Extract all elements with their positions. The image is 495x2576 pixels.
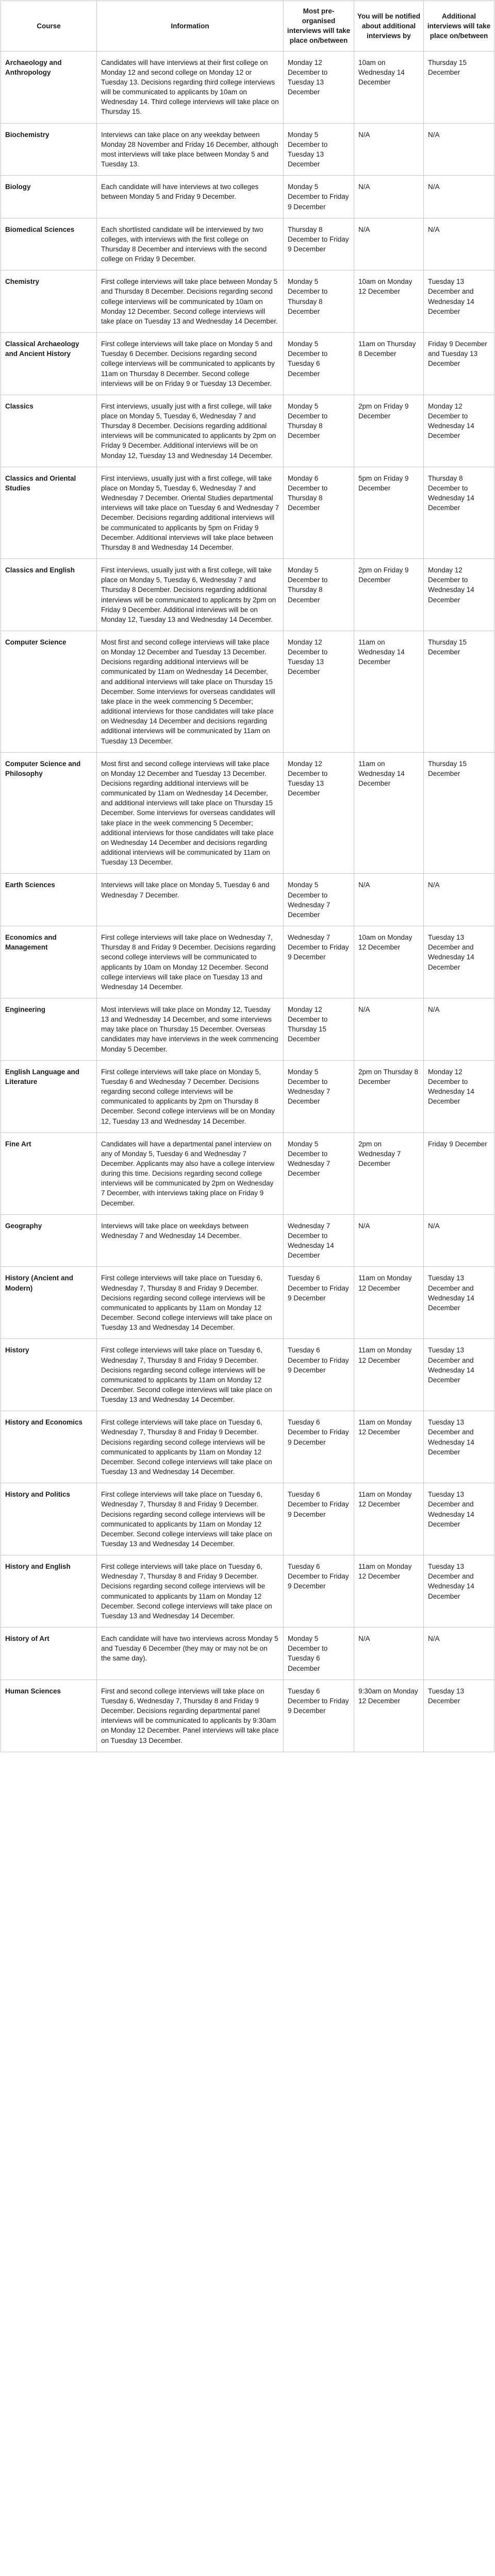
cell-additional-dates: Tuesday 13 December and Wednesday 14 December [424, 926, 494, 998]
cell-information: First college interviews will take place on Tuesday 6, Wednesday 7, Thursday 8 and Friday 9 December. Decisions regarding second college interviews will be communicated to applicants by 11am on Monday 12 December. Second college interviews will take place on Tuesday 13 and Wednesday 14 December. [97, 1267, 284, 1339]
cell-additional-dates: N/A [424, 176, 494, 218]
table-header [1, 1, 494, 52]
cell-notification-time: 11am on Wednesday 14 December [354, 631, 424, 752]
cell-information: First and second college interviews will take place on Tuesday 6, Wednesday 7, Thursday 8 and Friday 9 December. Decisions regarding departmental panel interviews will be communicated to applicants by 9:30am on Monday 12 December. Panel interviews will take place on Tuesday 13 December. [97, 1680, 284, 1752]
cell-notification-time: 9:30am on Monday 12 December [354, 1680, 424, 1752]
cell-course: Chemistry [1, 270, 97, 333]
table-row [1, 1214, 494, 1267]
cell-information: First college interviews will take place between Monday 5 and Thursday 8 December. Decisions regarding second college interviews will be communicated by 10am on Monday 12 December. Second college interviews will take place on Tuesday 13 and Wednesday 14 December. [97, 270, 284, 333]
cell-notification-time: 11am on Monday 12 December [354, 1267, 424, 1339]
header-pre-organised-interviews: Most pre-organised interviews will take place on/between [284, 1, 354, 52]
cell-information: Each candidate will have interviews at two colleges between Monday 5 and Friday 9 December. [97, 176, 284, 218]
cell-course: History of Art [1, 1628, 97, 1680]
table-row [1, 270, 494, 333]
header-row [1, 1, 494, 52]
cell-notification-time: 10am on Monday 12 December [354, 270, 424, 333]
cell-notification-time: N/A [354, 1214, 424, 1267]
cell-pre-organised-dates: Tuesday 6 December to Friday 9 December [284, 1411, 354, 1483]
cell-additional-dates: Tuesday 13 December [424, 1680, 494, 1752]
cell-pre-organised-dates: Monday 5 December to Wednesday 7 December [284, 1060, 354, 1132]
table-row [1, 752, 494, 874]
cell-course: Biochemistry [1, 123, 97, 176]
cell-notification-time: 11am on Monday 12 December [354, 1483, 424, 1555]
cell-information: First interviews, usually just with a first college, will take place on Monday 5, Tuesday 6, Wednesday 7 and Wednesday 7 December. Oriental Studies departmental interviews will take place on Tuesday 6 and Wednesday 7 December. Decisions regarding additional interviews will be communicated to applicants by 5pm on Friday 9 December. Additional interviews will take place between Thursday 8 and Wednesday 14 December. [97, 467, 284, 558]
cell-additional-dates: N/A [424, 998, 494, 1060]
cell-information: Most first and second college interviews will take place on Monday 12 December and Tuesday 13 December. Decisions regarding additional interviews will be communicated by 11am on Wednesday 14 December, and additional interviews will take place on Thursday 15 December. Some interviews for overseas candidates will take place in the week commencing 5 December; additional interviews for those candidates will take place on Wednesday 14 December and decisions regarding additional interviews will be communicated by 11am on Tuesday 13 December. [97, 631, 284, 752]
cell-additional-dates: N/A [424, 1214, 494, 1267]
cell-pre-organised-dates: Monday 5 December to Tuesday 13 December [284, 123, 354, 176]
interview-dates-table [1, 1, 494, 1752]
cell-pre-organised-dates: Wednesday 7 December to Wednesday 14 December [284, 1214, 354, 1267]
cell-course: History [1, 1339, 97, 1411]
cell-additional-dates: Thursday 15 December [424, 631, 494, 752]
cell-course: History and English [1, 1555, 97, 1628]
table-row [1, 1411, 494, 1483]
cell-pre-organised-dates: Tuesday 6 December to Friday 9 December [284, 1267, 354, 1339]
cell-notification-time: 10am on Monday 12 December [354, 926, 424, 998]
cell-additional-dates: Monday 12 December to Wednesday 14 December [424, 1060, 494, 1132]
cell-additional-dates: Tuesday 13 December and Wednesday 14 December [424, 270, 494, 333]
cell-notification-time: N/A [354, 123, 424, 176]
cell-pre-organised-dates: Monday 12 December to Tuesday 13 December [284, 631, 354, 752]
cell-pre-organised-dates: Tuesday 6 December to Friday 9 December [284, 1555, 354, 1628]
cell-pre-organised-dates: Monday 5 December to Wednesday 7 December [284, 1132, 354, 1214]
cell-additional-dates: Tuesday 13 December and Wednesday 14 December [424, 1411, 494, 1483]
header-course: Course [1, 1, 97, 52]
cell-pre-organised-dates: Tuesday 6 December to Friday 9 December [284, 1483, 354, 1555]
cell-course: Computer Science and Philosophy [1, 752, 97, 874]
cell-information: First college interviews will take place on Monday 5, Tuesday 6 and Wednesday 7 December. Decisions regarding second college interviews will be communicated to applicants by 2pm on Thursday 8 December. Second college interviews will be on Monday 12, Tuesday 13 and Wednesday 14 December. [97, 1060, 284, 1132]
cell-information: First college interviews will take place on Tuesday 6, Wednesday 7, Thursday 8 and Friday 9 December. Decisions regarding second college interviews will be communicated to applicants by 11am on Monday 12 December. Second college interviews will take place on Tuesday 13 and Wednesday 14 December. [97, 1555, 284, 1628]
cell-information: First college interviews will take place on Tuesday 6, Wednesday 7, Thursday 8 and Friday 9 December. Decisions regarding second college interviews will be communicated to applicants by 11am on Monday 12 December. Second college interviews will take place on Tuesday 13 and Wednesday 14 December. [97, 1483, 284, 1555]
cell-course: Geography [1, 1214, 97, 1267]
cell-additional-dates: Monday 12 December to Wednesday 14 December [424, 395, 494, 467]
cell-additional-dates: N/A [424, 218, 494, 270]
cell-additional-dates: Thursday 15 December [424, 51, 494, 123]
cell-additional-dates: Thursday 8 December to Wednesday 14 December [424, 467, 494, 558]
cell-additional-dates: N/A [424, 1628, 494, 1680]
cell-pre-organised-dates: Monday 5 December to Friday 9 December [284, 176, 354, 218]
cell-course: Economics and Management [1, 926, 97, 998]
cell-notification-time: 11am on Monday 12 December [354, 1555, 424, 1628]
cell-course: Fine Art [1, 1132, 97, 1214]
table-row [1, 874, 494, 926]
cell-course: Archaeology and Anthropology [1, 51, 97, 123]
header-information: Information [97, 1, 284, 52]
cell-course: Computer Science [1, 631, 97, 752]
cell-pre-organised-dates: Monday 12 December to Tuesday 13 December [284, 752, 354, 874]
cell-information: Candidates will have a departmental panel interview on any of Monday 5, Tuesday 6 and Wednesday 7 December. Applicants may also have a college interview during this time. Decisions regarding second college interviews will be communicated by 2pm on Wednesday 7 December, with interviews taking place on Friday 9 December. [97, 1132, 284, 1214]
cell-pre-organised-dates: Tuesday 6 December to Friday 9 December [284, 1680, 354, 1752]
cell-pre-organised-dates: Monday 6 December to Thursday 8 December [284, 467, 354, 558]
cell-course: Earth Sciences [1, 874, 97, 926]
cell-notification-time: 11am on Monday 12 December [354, 1339, 424, 1411]
cell-course: Classics and English [1, 559, 97, 631]
cell-information: Interviews will take place on Monday 5, Tuesday 6 and Wednesday 7 December. [97, 874, 284, 926]
table-row [1, 1267, 494, 1339]
table-row [1, 467, 494, 558]
cell-pre-organised-dates: Thursday 8 December to Friday 9 December [284, 218, 354, 270]
table-row [1, 998, 494, 1060]
cell-additional-dates: Tuesday 13 December and Wednesday 14 December [424, 1483, 494, 1555]
cell-information: Interviews can take place on any weekday between Monday 28 November and Friday 16 December, although most interviews will take place between Monday 5 and Tuesday 13. [97, 123, 284, 176]
table-row [1, 218, 494, 270]
cell-course: History and Politics [1, 1483, 97, 1555]
cell-notification-time: 11am on Thursday 8 December [354, 333, 424, 395]
cell-pre-organised-dates: Monday 5 December to Tuesday 6 December [284, 1628, 354, 1680]
table-row [1, 926, 494, 998]
cell-additional-dates: Tuesday 13 December and Wednesday 14 December [424, 1339, 494, 1411]
header-additional-interviews: Additional interviews will take place on/between [424, 1, 494, 52]
cell-course: History (Ancient and Modern) [1, 1267, 97, 1339]
table-row [1, 559, 494, 631]
cell-course: History and Economics [1, 1411, 97, 1483]
table-row [1, 1483, 494, 1555]
cell-pre-organised-dates: Monday 12 December to Tuesday 13 December [284, 51, 354, 123]
cell-additional-dates: Tuesday 13 December and Wednesday 14 December [424, 1267, 494, 1339]
cell-pre-organised-dates: Monday 5 December to Tuesday 6 December [284, 333, 354, 395]
table-row [1, 395, 494, 467]
table-body [1, 51, 494, 1752]
cell-pre-organised-dates: Monday 5 December to Thursday 8 December [284, 559, 354, 631]
table-row [1, 1339, 494, 1411]
cell-notification-time: N/A [354, 176, 424, 218]
cell-additional-dates: Monday 12 December to Wednesday 14 December [424, 559, 494, 631]
table-row [1, 1628, 494, 1680]
cell-course: English Language and Literature [1, 1060, 97, 1132]
cell-pre-organised-dates: Tuesday 6 December to Friday 9 December [284, 1339, 354, 1411]
cell-additional-dates: Thursday 15 December [424, 752, 494, 874]
table-row [1, 123, 494, 176]
cell-pre-organised-dates: Monday 5 December to Wednesday 7 December [284, 874, 354, 926]
cell-information: Most first and second college interviews will take place on Monday 12 December and Tuesday 13 December. Decisions regarding additional interviews will be communicated by 11am on Wednesday 14 December, and additional interviews will take place on Thursday 15 December. Some interviews for overseas candidates will take place in the week commencing 5 December; additional interviews for those candidates will take place on Wednesday 14 December and decisions regarding additional interviews will be communicated by 11am on Tuesday 13 December. [97, 752, 284, 874]
cell-additional-dates: Friday 9 December and Tuesday 13 December [424, 333, 494, 395]
cell-pre-organised-dates: Monday 5 December to Thursday 8 December [284, 270, 354, 333]
header-notified-by: You will be notified about additional interviews by [354, 1, 424, 52]
cell-information: First college interviews will take place on Monday 5 and Tuesday 6 December. Decisions regarding second college interviews will be communicated to applicants by 11am on Thursday 8 December. Second college interviews will be on Friday 9 or Tuesday 13 December. [97, 333, 284, 395]
cell-notification-time: 2pm on Friday 9 December [354, 395, 424, 467]
table-row [1, 631, 494, 752]
cell-notification-time: N/A [354, 218, 424, 270]
cell-information: Interviews will take place on weekdays between Wednesday 7 and Wednesday 14 December. [97, 1214, 284, 1267]
cell-additional-dates: Friday 9 December [424, 1132, 494, 1214]
cell-notification-time: 2pm on Wednesday 7 December [354, 1132, 424, 1214]
cell-notification-time: 5pm on Friday 9 December [354, 467, 424, 558]
table-row [1, 1132, 494, 1214]
cell-information: First interviews, usually just with a first college, will take place on Monday 5, Tuesday 6, Wednesday 7 and Thursday 8 December. Decisions regarding additional interviews will be communicated to applicants by 2pm on Friday 9 December. Additional interviews will be on Monday 12, Tuesday 13 and Wednesday 14 December. [97, 395, 284, 467]
cell-notification-time: N/A [354, 1628, 424, 1680]
table-row [1, 51, 494, 123]
cell-pre-organised-dates: Monday 12 December to Thursday 15 December [284, 998, 354, 1060]
cell-information: First interviews, usually just with a first college, will take place on Monday 5, Tuesday 6, Wednesday 7 and Thursday 8 December. Decisions regarding additional interviews will be communicated to applicants by 2pm on Friday 9 December. Additional interviews will be on Monday 12, Tuesday 13 and Wednesday 14 December. [97, 559, 284, 631]
cell-information: First college interviews will take place on Wednesday 7, Thursday 8 and Friday 9 December. Decisions regarding second college interviews will be communicated to applicants by 10am on Monday 12 December. Second college interviews will take place on Tuesday 13 and Wednesday 14 December. [97, 926, 284, 998]
cell-course: Biomedical Sciences [1, 218, 97, 270]
table-row [1, 176, 494, 218]
table-row [1, 1060, 494, 1132]
table-row [1, 1680, 494, 1752]
cell-additional-dates: Tuesday 13 December and Wednesday 14 December [424, 1555, 494, 1628]
cell-notification-time: 10am on Wednesday 14 December [354, 51, 424, 123]
cell-notification-time: 11am on Wednesday 14 December [354, 752, 424, 874]
cell-notification-time: N/A [354, 874, 424, 926]
cell-information: Each candidate will have two interviews across Monday 5 and Tuesday 6 December (they may or may not be on the same day). [97, 1628, 284, 1680]
cell-additional-dates: N/A [424, 123, 494, 176]
cell-pre-organised-dates: Monday 5 December to Thursday 8 December [284, 395, 354, 467]
cell-course: Biology [1, 176, 97, 218]
cell-course: Classics [1, 395, 97, 467]
cell-notification-time: 11am on Monday 12 December [354, 1411, 424, 1483]
cell-notification-time: 2pm on Friday 9 December [354, 559, 424, 631]
cell-course: Human Sciences [1, 1680, 97, 1752]
cell-additional-dates: N/A [424, 874, 494, 926]
cell-information: Candidates will have interviews at their first college on Monday 12 and second college on Monday 12 or Tuesday 13. Decisions regarding third college interviews will be communicated to applicants by 10am on Wednesday 14. Third college interviews will take place on Thursday 15. [97, 51, 284, 123]
cell-notification-time: 2pm on Thursday 8 December [354, 1060, 424, 1132]
cell-information: First college interviews will take place on Tuesday 6, Wednesday 7, Thursday 8 and Friday 9 December. Decisions regarding second college interviews will be communicated to applicants by 11am on Monday 12 December. Second college interviews will take place on Tuesday 13 and Wednesday 14 December. [97, 1411, 284, 1483]
cell-course: Classical Archaeology and Ancient History [1, 333, 97, 395]
table-row [1, 1555, 494, 1628]
cell-notification-time: N/A [354, 998, 424, 1060]
cell-information: Each shortlisted candidate will be interviewed by two colleges, with interviews with the first college on Thursday 8 December and interviews with the second college on Friday 9 December. [97, 218, 284, 270]
cell-information: Most interviews will take place on Monday 12, Tuesday 13 and Wednesday 14 December, and some interviews may take place on Thursday 15 December. Overseas candidates may have interviews in the week commencing Monday 5 December. [97, 998, 284, 1060]
cell-course: Classics and Oriental Studies [1, 467, 97, 558]
cell-course: Engineering [1, 998, 97, 1060]
cell-pre-organised-dates: Wednesday 7 December to Friday 9 December [284, 926, 354, 998]
cell-information: First college interviews will take place on Tuesday 6, Wednesday 7, Thursday 8 and Friday 9 December. Decisions regarding second college interviews will be communicated to applicants by 11am on Monday 12 December. Second college interviews will take place on Tuesday 13 and Wednesday 14 December. [97, 1339, 284, 1411]
table-row [1, 333, 494, 395]
